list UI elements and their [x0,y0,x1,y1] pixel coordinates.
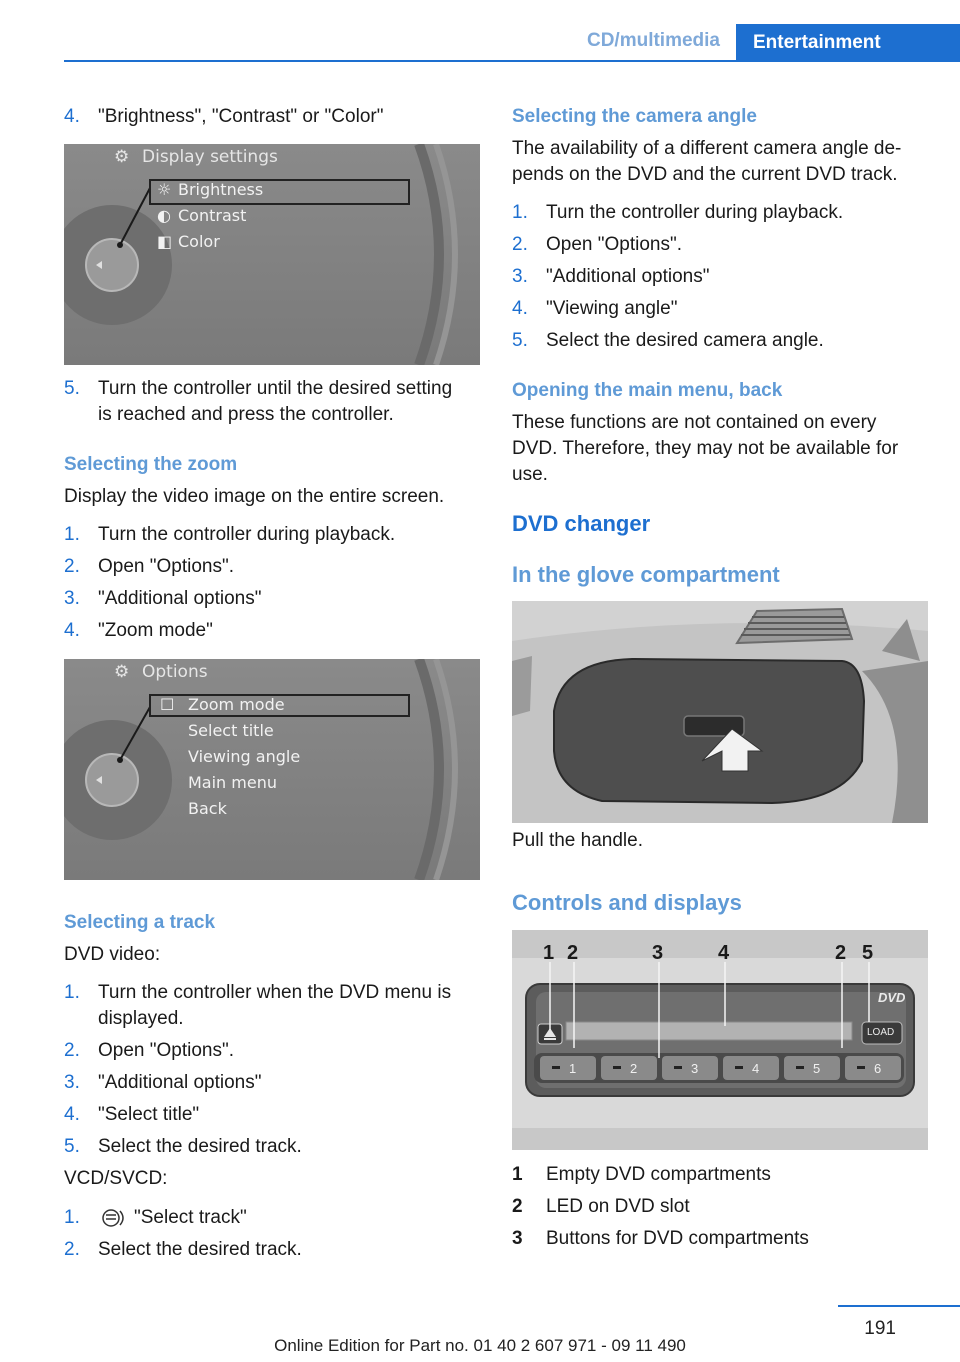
glove-compartment-illustration [512,601,928,823]
header-section-title: CD/multimedia [586,30,720,51]
legend-text: LED on DVD slot [546,1196,690,1217]
dvd-video-label: DVD video: [64,944,161,965]
header-chapter-tab: Entertainment [736,24,960,61]
step-number: 2. [64,1239,80,1260]
brightness-icon: ☼ [157,180,172,199]
display-settings-screenshot [64,144,480,365]
track-heading: Selecting a track [64,912,216,933]
main-menu-line: These functions are not contained on every [512,412,877,433]
step-number: 4. [64,620,80,641]
callout-2: 2 [567,942,579,964]
step-text: Open "Options". [546,234,683,255]
step-number: 2. [64,1040,80,1061]
edition-note: Online Edition for Part no. 01 40 2 607 971 - 09 11 490 [274,1336,686,1355]
step-number: 3. [64,588,80,609]
legend-text: Buttons for DVD compartments [546,1228,809,1249]
step-number: 4. [64,106,80,127]
legend-number: 2 [512,1196,523,1217]
step-text: "Select track" [134,1207,247,1228]
footer-rule [838,1305,960,1307]
step-number: 2. [512,234,528,255]
options-screenshot [64,659,480,880]
callout-3: 3 [652,942,664,964]
step-text: "Additional options" [98,1072,262,1093]
controller-graphic [64,144,480,365]
main-menu-line: use. [512,464,548,485]
compartment-button-1: 1 [569,1061,577,1076]
step-number: 1. [64,982,80,1003]
camera-angle-line: pends on the DVD and the current DVD track. [512,164,898,185]
main-menu-heading: Opening the main menu, back [512,380,783,401]
step-text: Open "Options". [98,1040,235,1061]
screen-settings-icon: ⚙ [114,147,130,167]
compartment-button-4: 4 [752,1061,760,1076]
legend-number: 3 [512,1228,523,1249]
step-text: "Brightness", "Contrast" or "Color" [98,106,384,127]
step-number: 3. [512,266,528,287]
step-number: 5. [64,1136,80,1157]
menu-item-select-title: Select title [188,721,274,740]
step-text: Open "Options". [98,556,235,577]
compartment-button-6: 6 [874,1061,882,1076]
step-number: 1. [64,1207,80,1228]
callout-4: 4 [718,942,730,964]
load-button-label: LOAD [867,1027,895,1038]
menu-item-zoom-mode: Zoom mode [188,695,285,714]
step-text-line: Turn the controller when the DVD menu is [98,982,452,1003]
step-text: "Viewing angle" [546,298,678,319]
pull-handle-text: Pull the handle. [512,830,643,851]
step-number: 1. [512,202,528,223]
vcd-label: VCD/SVCD: [64,1168,168,1189]
step-text-line: displayed. [98,1008,184,1029]
main-menu-line: DVD. Therefore, they may not be available for [512,438,899,459]
step-number: 4. [64,1104,80,1125]
step-number: 3. [64,1072,80,1093]
step-text: Select the desired camera angle. [546,330,824,351]
compartment-button-2: 2 [630,1061,638,1076]
step-text: "Select title" [98,1104,200,1125]
step-text: Select the desired track. [98,1239,302,1260]
contrast-icon: ◐ [157,206,171,225]
page-number: 191 [864,1318,896,1339]
step-text: "Additional options" [98,588,262,609]
glove-compartment-heading: In the glove compartment [512,562,780,587]
step-text: Select the desired track. [98,1136,302,1157]
step-number: 4. [512,298,528,319]
step-text: "Zoom mode" [98,620,213,641]
menu-item-main-menu: Main menu [188,773,277,792]
dvd-logo: DVD [878,990,906,1005]
legend-text: Empty DVD compartments [546,1164,771,1185]
controls-displays-heading: Controls and displays [512,890,742,915]
legend-number: 1 [512,1164,523,1185]
step-text: "Additional options" [546,266,710,287]
menu-item-viewing-angle: Viewing angle [188,747,301,766]
step-text: Turn the controller during playback. [546,202,844,223]
step-number: 5. [64,378,80,399]
options-icon [100,1207,128,1229]
dvd-changer-panel-image [512,930,928,1150]
menu-item-brightness: Brightness [178,180,264,199]
camera-angle-line: The availability of a different camera angle de- [512,138,902,159]
callout-2b: 2 [835,942,847,964]
glove-compartment-photo [512,601,928,823]
screen-settings-icon: ⚙ [114,662,130,682]
dvd-changer-heading: DVD changer [512,511,651,536]
menu-item-color: Color [178,232,220,251]
camera-angle-heading: Selecting the camera angle [512,106,757,127]
step-number: 2. [64,556,80,577]
step-number: 5. [512,330,528,351]
screen-title: Display settings [142,147,278,167]
header-rule [64,60,960,62]
step-text: Turn the controller during playback. [98,524,396,545]
compartment-button-5: 5 [813,1061,821,1076]
color-icon: ◧ [157,232,173,251]
menu-item-contrast: Contrast [178,206,247,225]
step-text-line: Turn the controller until the desired setting [98,378,453,399]
checkbox-icon: ☐ [160,695,175,714]
callout-5: 5 [862,942,874,964]
controller-graphic [64,659,480,880]
compartment-button-3: 3 [691,1061,699,1076]
menu-item-back: Back [188,799,227,818]
callout-1: 1 [543,942,555,964]
zoom-heading: Selecting the zoom [64,454,238,475]
step-text-line: is reached and press the controller. [98,404,394,425]
zoom-description: Display the video image on the entire screen. [64,486,445,507]
screen-title: Options [142,662,208,682]
step-number: 1. [64,524,80,545]
